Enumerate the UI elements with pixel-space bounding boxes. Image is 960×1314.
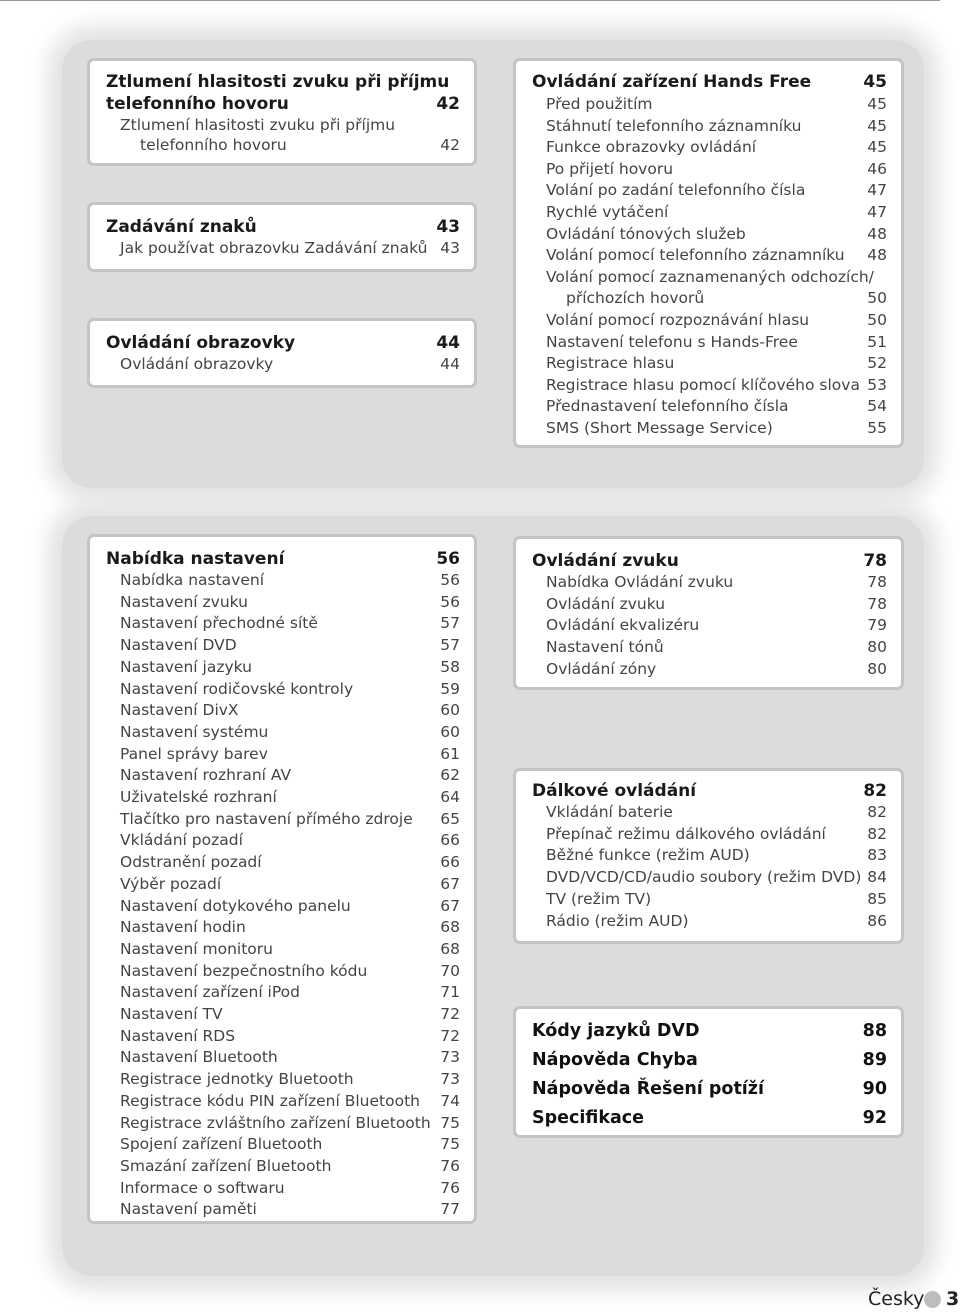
- toc-entry[interactable]: [516, 181, 901, 203]
- toc-entry-label: Nastavení Bluetooth: [120, 1048, 278, 1067]
- toc-heading-page: 78: [863, 551, 887, 571]
- toc-entry-page: 89: [862, 1050, 887, 1070]
- toc-entry-page: 73: [440, 1070, 460, 1089]
- toc-entry[interactable]: [516, 912, 901, 934]
- toc-heading-label: Dálkové ovládání: [532, 781, 697, 801]
- toc-entry-page: 68: [440, 939, 460, 958]
- toc-heading[interactable]: [90, 217, 474, 239]
- toc-entry[interactable]: [516, 1021, 901, 1043]
- toc-entry[interactable]: [516, 825, 901, 847]
- toc-entry[interactable]: [90, 875, 474, 897]
- toc-entry[interactable]: [516, 803, 901, 825]
- toc-box-obrazovka: [87, 318, 477, 388]
- toc-entry-page: 60: [440, 722, 460, 741]
- toc-box-ztlumeni: [87, 58, 477, 166]
- toc-entry-page: 62: [440, 766, 460, 785]
- toc-entry-label: Nápověda Chyba: [532, 1050, 698, 1070]
- toc-entry-page: 75: [440, 1135, 460, 1154]
- toc-entry-label: Po přijetí hovoru: [546, 159, 674, 178]
- toc-entry-page: 66: [440, 831, 460, 850]
- toc-entry[interactable]: [90, 1157, 474, 1179]
- toc-entry-label: Volání pomocí zaznamenaných odchozích/: [546, 267, 874, 286]
- toc-entry-label: Nastavení zařízení iPod: [120, 983, 300, 1002]
- toc-entry-label: TV (režim TV): [546, 889, 652, 908]
- toc-entry-label: Nastavení DVD: [120, 636, 237, 655]
- toc-entry-label: Smazání zařízení Bluetooth: [120, 1156, 332, 1175]
- toc-entry-page: 45: [867, 116, 887, 135]
- toc-entry[interactable]: [90, 1070, 474, 1092]
- toc-entry-page: 51: [867, 332, 887, 351]
- toc-entry-label: Výběr pozadí: [120, 874, 222, 893]
- toc-entry-page: 85: [867, 889, 887, 908]
- toc-entry[interactable]: [516, 160, 901, 182]
- toc-entry[interactable]: [90, 658, 474, 680]
- toc-entry[interactable]: [90, 593, 474, 615]
- toc-entry[interactable]: [516, 246, 901, 268]
- toc-entry-label: SMS (Short Message Service): [546, 419, 773, 437]
- toc-entry[interactable]: [90, 1048, 474, 1070]
- toc-entry[interactable]: [516, 203, 901, 225]
- toc-entry-label: Nastavení RDS: [120, 1026, 236, 1045]
- toc-entry-page: 47: [867, 181, 887, 200]
- toc-entry-label: Nastavení zvuku: [120, 592, 248, 611]
- toc-entry-page: 47: [867, 203, 887, 221]
- toc-entry-label: Funkce obrazovky ovládání: [546, 138, 757, 157]
- toc-heading[interactable]: [516, 551, 901, 573]
- toc-entry[interactable]: [516, 354, 901, 376]
- toc-entry-label: Jak používat obrazovku Zadávání znaků: [120, 239, 428, 257]
- toc-entry-label: Nápověda Řešení potíží: [532, 1079, 764, 1099]
- toc-heading-label: Zadávání znaků: [106, 217, 257, 237]
- toc-entry-label: Nastavení TV: [120, 1005, 223, 1023]
- toc-entry-page: 44: [440, 355, 460, 373]
- toc-entry-label: Tlačítko pro nastavení přímého zdroje: [120, 809, 413, 828]
- toc-heading-page: 44: [436, 333, 460, 353]
- toc-entry[interactable]: [90, 962, 474, 984]
- toc-entry-label: Přednastavení telefonního čísla: [546, 397, 789, 416]
- toc-entry[interactable]: [90, 1027, 474, 1049]
- toc-entry-label: Rychlé vytáčení: [546, 203, 669, 221]
- toc-entry-page: 58: [440, 657, 460, 676]
- toc-heading[interactable]: [516, 781, 901, 803]
- toc-entry-page: 57: [440, 636, 460, 655]
- toc-heading-page: 82: [863, 781, 887, 801]
- toc-entry[interactable]: [516, 1108, 901, 1130]
- toc-entry-page: 78: [867, 594, 887, 613]
- toc-entry-page: 50: [867, 311, 887, 329]
- top-rule: [0, 0, 940, 1]
- toc-entry-page: 66: [440, 853, 460, 872]
- toc-entry[interactable]: [516, 376, 901, 398]
- toc-entry-label: Ovládání zvuku: [546, 594, 666, 613]
- toc-entry-page: 65: [440, 809, 460, 828]
- toc-entry-label: Volání pomocí rozpoznávání hlasu: [546, 311, 810, 329]
- toc-entry-label: Nastavení rodičovské kontroly: [120, 679, 354, 698]
- toc-heading[interactable]: [516, 72, 901, 94]
- toc-entry-page: 79: [867, 616, 887, 635]
- toc-entry-page: 73: [440, 1048, 460, 1067]
- toc-entry-label: Registrace zvláštního zařízení Bluetooth: [120, 1113, 431, 1132]
- toc-entry[interactable]: [90, 1200, 474, 1222]
- toc-entry-page: 70: [440, 961, 460, 980]
- toc-entry-page: 86: [867, 911, 887, 930]
- toc-entry[interactable]: [90, 614, 474, 636]
- toc-entry-label: Volání po zadání telefonního čísla: [546, 181, 806, 200]
- toc-entry-label: Nastavení systému: [120, 722, 269, 741]
- toc-entry[interactable]: [516, 419, 901, 441]
- toc-entry[interactable]: [516, 846, 901, 868]
- toc-entry[interactable]: [516, 268, 901, 290]
- toc-entry[interactable]: [90, 1092, 474, 1114]
- toc-entry[interactable]: [516, 117, 901, 139]
- toc-entry[interactable]: [90, 571, 474, 593]
- toc-entry-label: Nastavení tónů: [546, 638, 664, 657]
- toc-entry[interactable]: [516, 616, 901, 638]
- toc-entry-label: Nastavení jazyku: [120, 657, 252, 676]
- toc-entry-page: 68: [440, 918, 460, 937]
- toc-entry-label: Volání pomocí telefonního záznamníku: [546, 246, 845, 265]
- toc-heading-page: 45: [863, 72, 887, 92]
- toc-entry-page: 72: [440, 1026, 460, 1045]
- toc-entry-label: Registrace hlasu pomocí klíčového slova: [546, 375, 860, 394]
- toc-heading-page: 42: [436, 94, 460, 114]
- toc-entry-label: Registrace kódu PIN zařízení Bluetooth: [120, 1091, 420, 1110]
- toc-entry-page: 71: [440, 983, 460, 1002]
- toc-entry-page: 48: [867, 224, 887, 243]
- toc-entry-label: Běžné funkce (režim AUD): [546, 846, 750, 865]
- toc-entry[interactable]: [90, 1135, 474, 1157]
- toc-entry[interactable]: [90, 940, 474, 962]
- toc-entry-label: Před použitím: [546, 95, 653, 113]
- toc-box-dalkove: [513, 768, 904, 944]
- toc-entry-page: 77: [440, 1200, 460, 1219]
- toc-entry-label: Vkládání pozadí: [120, 831, 243, 850]
- toc-entry[interactable]: [90, 701, 474, 723]
- toc-entry-page: 57: [440, 614, 460, 633]
- toc-entry[interactable]: [90, 1179, 474, 1201]
- toc-entry-page: 92: [862, 1108, 887, 1128]
- toc-entry[interactable]: [516, 95, 901, 117]
- toc-entry-label: Přepínač režimu dálkového ovládání: [546, 824, 826, 843]
- toc-entry-label: Informace o softwaru: [120, 1178, 285, 1197]
- toc-entry-label: Panel správy barev: [120, 744, 268, 763]
- toc-entry[interactable]: [90, 897, 474, 919]
- toc-entry[interactable]: [516, 890, 901, 912]
- toc-entry-page: 56: [440, 571, 460, 589]
- toc-entry-page: 60: [440, 701, 460, 720]
- toc-entry-page: 48: [867, 246, 887, 265]
- toc-entry-page: 54: [867, 397, 887, 416]
- toc-entry-label: Nastavení přechodné sítě: [120, 614, 318, 633]
- toc-entry-label: Nastavení rozhraní AV: [120, 766, 292, 785]
- toc-entry-page: 56: [440, 592, 460, 611]
- toc-entry-label: Nastavení hodin: [120, 918, 246, 937]
- toc-entry-page: 55: [867, 419, 887, 437]
- toc-heading-label: Ovládání zvuku: [532, 551, 679, 571]
- toc-entry-cont[interactable]: [90, 136, 474, 158]
- toc-entry[interactable]: [516, 289, 901, 311]
- toc-entry[interactable]: [90, 853, 474, 875]
- toc-entry-page: 84: [867, 868, 887, 887]
- toc-entry[interactable]: [90, 983, 474, 1005]
- toc-entry[interactable]: [516, 573, 901, 595]
- footer-dot-icon: [924, 1291, 941, 1308]
- toc-entry-label: Ovládání zóny: [546, 659, 657, 678]
- toc-entry-page: 64: [440, 788, 460, 806]
- toc-entry-label: Nabídka Ovládání zvuku: [546, 573, 734, 591]
- toc-entry-page: 83: [867, 846, 887, 865]
- toc-entry[interactable]: [90, 1114, 474, 1136]
- toc-entry-page: 80: [867, 659, 887, 678]
- toc-heading-cont[interactable]: [90, 94, 474, 116]
- toc-entry-page: 78: [867, 573, 887, 591]
- toc-entry-label: příchozích hovorů: [566, 289, 705, 308]
- toc-heading-page: 56: [436, 549, 460, 569]
- toc-heading-label: Ovládání zařízení Hands Free: [532, 72, 812, 92]
- footer-page-number: 3: [946, 1288, 960, 1310]
- toc-entry-page: 82: [867, 824, 887, 843]
- toc-entry-label: Registrace jednotky Bluetooth: [120, 1070, 354, 1089]
- toc-entry[interactable]: [90, 636, 474, 658]
- toc-entry[interactable]: [90, 1005, 474, 1027]
- toc-heading[interactable]: [90, 333, 474, 355]
- toc-entry-label: Uživatelské rozhraní: [120, 788, 277, 806]
- toc-entry-label: Nastavení monitoru: [120, 939, 273, 958]
- toc-entry[interactable]: [90, 723, 474, 745]
- toc-entry[interactable]: [90, 680, 474, 702]
- toc-entry-page: 72: [440, 1005, 460, 1023]
- toc-box-zadavani: [87, 202, 477, 272]
- toc-entry-label: Nastavení dotykového panelu: [120, 896, 351, 915]
- toc-entry-page: 67: [440, 896, 460, 915]
- toc-entry[interactable]: [516, 595, 901, 617]
- toc-entry-page: 53: [867, 375, 887, 394]
- toc-entry[interactable]: [516, 868, 901, 890]
- toc-entry-label: DVD/VCD/CD/audio soubory (režim DVD): [546, 868, 862, 887]
- toc-heading-label: Ztlumení hlasitosti zvuku při příjmu: [106, 72, 450, 92]
- toc-entry-page: 75: [440, 1113, 460, 1132]
- toc-entry-page: 46: [867, 159, 887, 178]
- toc-entry-page: 45: [867, 95, 887, 113]
- toc-entry-label: Ztlumení hlasitosti zvuku při příjmu: [120, 116, 396, 134]
- toc-entry[interactable]: [90, 918, 474, 940]
- toc-entry-page: 90: [862, 1079, 887, 1099]
- toc-entry[interactable]: [516, 138, 901, 160]
- toc-box-zvuk: [513, 536, 904, 690]
- toc-entry-label: Nastavení DivX: [120, 701, 239, 720]
- toc-entry-page: 76: [440, 1178, 460, 1197]
- toc-entry-label: Spojení zařízení Bluetooth: [120, 1135, 323, 1154]
- toc-entry-label: Nabídka nastavení: [120, 571, 265, 589]
- toc-entry[interactable]: [90, 745, 474, 767]
- toc-heading-label: telefonního hovoru: [106, 94, 289, 114]
- toc-entry-page: 80: [867, 638, 887, 657]
- toc-entry-label: Nastavení paměti: [120, 1200, 257, 1219]
- toc-box-nabidka: [87, 534, 477, 1224]
- toc-heading-page: 43: [436, 217, 460, 237]
- toc-entry-page: 52: [867, 354, 887, 373]
- toc-entry[interactable]: [90, 788, 474, 810]
- toc-box-handsfree: [513, 58, 904, 448]
- toc-entry-label: Ovládání obrazovky: [120, 355, 274, 373]
- toc-entry-label: Registrace hlasu: [546, 354, 675, 373]
- toc-entry[interactable]: [516, 1050, 901, 1072]
- toc-entry-label: Odstranění pozadí: [120, 853, 262, 872]
- toc-entry[interactable]: [90, 766, 474, 788]
- toc-entry[interactable]: [90, 239, 474, 261]
- toc-entry-page: 42: [440, 136, 460, 154]
- toc-entry-label: Ovládání ekvalizéru: [546, 616, 700, 635]
- toc-entry-label: telefonního hovoru: [140, 136, 287, 154]
- toc-entry-page: 50: [867, 289, 887, 308]
- toc-heading[interactable]: [90, 72, 474, 94]
- toc-entry-label: Nastavení bezpečnostního kódu: [120, 961, 368, 980]
- toc-entry[interactable]: [516, 638, 901, 660]
- toc-entry[interactable]: [516, 397, 901, 419]
- toc-entry[interactable]: [516, 1079, 901, 1101]
- toc-entry-page: 61: [440, 744, 460, 763]
- toc-entry[interactable]: [516, 333, 901, 355]
- toc-heading-label: Nabídka nastavení: [106, 549, 285, 569]
- toc-entry[interactable]: [516, 660, 901, 682]
- toc-entry-page: 45: [867, 138, 887, 157]
- toc-heading-label: Ovládání obrazovky: [106, 333, 296, 353]
- toc-heading[interactable]: [90, 549, 474, 571]
- toc-entry-label: Nastavení telefonu s Hands-Free: [546, 332, 798, 351]
- toc-entry-page: 43: [440, 239, 460, 257]
- toc-entry-page: 76: [440, 1156, 460, 1175]
- toc-entry[interactable]: [90, 831, 474, 853]
- toc-entry-label: Kódy jazyků DVD: [532, 1021, 700, 1041]
- toc-entry[interactable]: [90, 355, 474, 377]
- toc-entry[interactable]: [90, 810, 474, 832]
- toc-entry[interactable]: [516, 311, 901, 333]
- toc-entry-label: Specifikace: [532, 1108, 645, 1128]
- toc-entry-page: 82: [867, 803, 887, 821]
- toc-entry-label: Ovládání tónových služeb: [546, 224, 746, 243]
- toc-entry-label: Rádio (režim AUD): [546, 911, 689, 930]
- toc-entry-label: Stáhnutí telefonního záznamníku: [546, 116, 802, 135]
- toc-entry-page: 59: [440, 679, 460, 698]
- toc-entry[interactable]: [90, 116, 474, 138]
- toc-entry[interactable]: [516, 225, 901, 247]
- toc-entry-page: 74: [440, 1091, 460, 1110]
- footer-language: Česky: [868, 1288, 925, 1310]
- toc-box-final: [513, 1006, 904, 1138]
- toc-entry-page: 67: [440, 874, 460, 893]
- toc-entry-label: Vkládání baterie: [546, 803, 673, 821]
- toc-entry-page: 88: [862, 1021, 887, 1041]
